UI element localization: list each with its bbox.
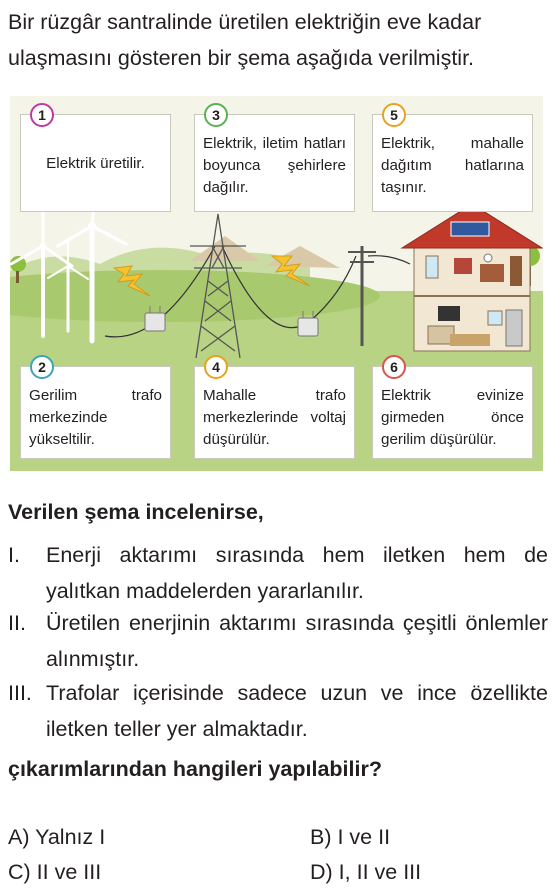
step-box-4 [194,359,355,459]
option-d[interactable] [310,857,421,887]
option-letter: D) [310,860,333,884]
step-box-5 [372,107,533,212]
step-box-3 [194,107,355,212]
step-text: Mahalle trafo merkezlerinde voltaj düşürülür. [203,387,346,448]
step-number-badge: 3 [204,103,228,127]
step-text: Elektrik, iletim hatları boyunca şehirlere dağılır. [203,135,346,196]
option-text: I, II ve III [338,860,422,884]
step-number-badge: 6 [382,355,406,379]
step-text: Elektrik üretilir. [46,155,145,172]
step-box-1 [20,107,171,212]
step-number-badge: 2 [30,355,54,379]
step-text: Elektrik evinize girmeden önce gerilim düşürülür. [381,387,524,448]
statement-text: Enerji aktarımı sırasında hem iletken hem de yalıtkan maddelerden yararlanılır. [46,543,548,603]
option-a[interactable] [8,822,105,852]
question-intro: Bir rüzgâr santralinde üretilen elektriğin eve kadar ulaşmasını gösteren bir şema aşağıda verilmiştir. [8,10,482,70]
option-b[interactable] [310,822,390,852]
statement-numeral: II. [8,611,26,635]
electricity-distribution-diagram [10,96,543,471]
option-letter: C) [8,860,31,884]
step-text: Elektrik, mahalle dağıtım hatlarına taşınır. [381,135,524,196]
step-box-6 [372,359,533,459]
statement-text: Trafolar içerisinde sadece uzun ve ince özellikte iletken teller yer almaktadır. [46,681,548,741]
statement-numeral: I. [8,543,20,567]
statement-numeral: III. [8,681,32,705]
option-c[interactable] [8,857,101,887]
step-text: Gerilim trafo merkezinde yükseltilir. [29,387,162,448]
option-letter: A) [8,825,30,849]
step-box-2 [20,359,171,459]
step-number-badge: 4 [204,355,228,379]
step-number-badge: 5 [382,103,406,127]
statement-text: Üretilen enerjinin aktarımı sırasında çeşitli önlemler alınmıştır. [46,611,548,671]
question-prompt: çıkarımlarından hangileri yapılabilir? [8,757,382,781]
option-letter: B) [310,825,332,849]
option-text: I ve II [337,825,391,849]
statement-2 [8,605,548,677]
step-number-badge: 1 [30,103,54,127]
statement-3 [8,675,548,747]
option-text: II ve III [36,860,102,884]
statement-1 [8,537,548,609]
question-lead: Verilen şema incelenirse, [8,500,264,524]
option-text: Yalnız I [35,825,106,849]
